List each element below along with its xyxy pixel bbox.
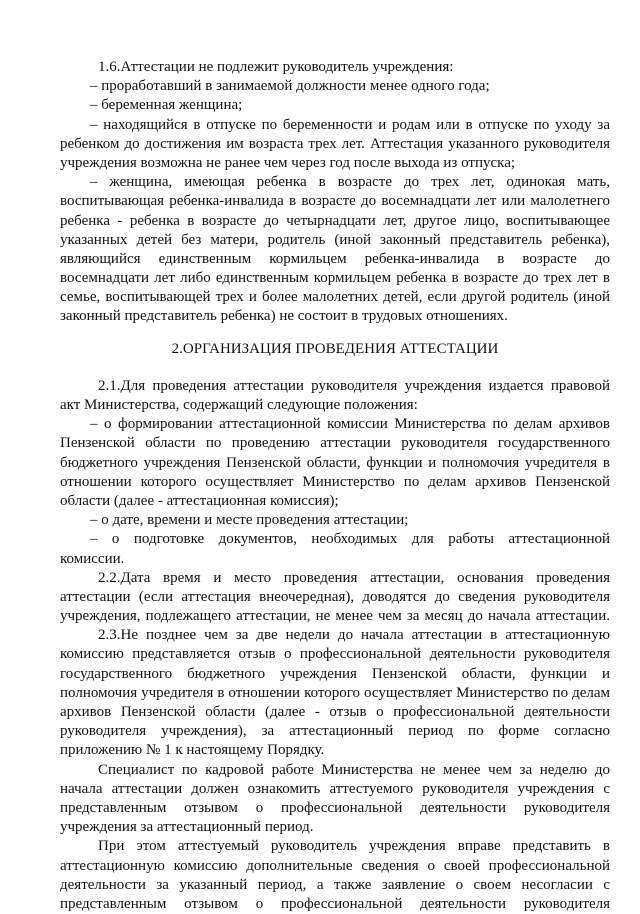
text-line: аттестации (если аттестация внеочередная), доводятся до сведения руководителя	[60, 588, 610, 605]
text-line: При этом аттестуемый руководитель учреждения вправе представить в	[98, 838, 610, 855]
text-line: восемнадцати лет либо единственным кормильцем ребенка в возрасте до трех лет в	[60, 270, 610, 287]
text-line: области (далее - аттестационная комиссия);	[60, 492, 339, 509]
text-line: 2.2.Дата время и место проведения аттестации, основания проведения	[98, 569, 610, 586]
text-line: учреждения за аттестационный период.	[60, 819, 314, 836]
text-line: указанных детей без матери, родитель (иной законный представитель ребенка),	[60, 231, 610, 248]
text-line: – о формировании аттестационной комиссии Министерства по делам архивов	[90, 416, 610, 433]
text-line: Пензенской области по проведению аттестации руководителя государственного	[60, 435, 610, 452]
text-line: деятельности за указанный период, а также заявление о своем несогласии с	[60, 876, 610, 893]
text-line: комиссии.	[60, 550, 125, 567]
text-line: руководителя учреждения), за аттестационный период по форме согласно	[60, 723, 610, 740]
text-line: являющийся единственным кормильцем ребенка-инвалида в возрасте до	[60, 250, 610, 267]
text-line: – о дате, времени и месте проведения аттестации;	[90, 512, 409, 529]
section-2-body	[60, 377, 610, 914]
text-line: бюджетного учреждения Пензенской области, функции и полномочия учредителя в	[60, 454, 610, 471]
text-line: – женщина, имеющая ребенка в возрасте до трех лет, одинокая мать,	[90, 174, 610, 191]
text-line: учреждения возможна не ранее чем через год после выхода из отпуска;	[60, 154, 516, 171]
text-line: приложению № 1 к настоящему Порядку.	[60, 742, 325, 759]
text-line: отношении которого осуществляет Министерство по делам архивов Пензенской	[60, 473, 610, 490]
text-line: законный представитель ребенка) не состоит в трудовых отношениях.	[60, 308, 508, 325]
text-line: 1.6.Аттестации не подлежит руководитель учреждения:	[98, 59, 454, 75]
text-line: аттестационную комиссию дополнительные сведения о своей профессиональной	[60, 857, 610, 874]
text-line: 2.1.Для проведения аттестации руководителя учреждения издается правовой	[98, 377, 610, 394]
text-line: полномочия учредителя в отношении которого осуществляет Министерство по делам	[60, 684, 610, 701]
text-line: архивов Пензенской области (далее - отзыв о профессиональной деятельности	[60, 704, 610, 720]
text-line: комиссию представляется отзыв о профессиональной деятельности руководителя	[60, 646, 610, 663]
text-line: – проработавший в занимаемой должности менее одного года;	[90, 78, 490, 95]
text-line: начала аттестации должен ознакомить аттестуемого руководителя учреждения с	[60, 780, 610, 797]
text-line: 2.3.Не позднее чем за две недели до начала аттестации в аттестационную	[98, 627, 610, 644]
text-line: представленным отзывом о профессиональной деятельности руководителя	[60, 895, 610, 912]
section-heading-2: 2.ОРГАНИЗАЦИЯ ПРОВЕДЕНИЯ АТТЕСТАЦИИ	[171, 340, 499, 357]
text-line: представленным отзывом о профессиональной деятельности руководителя	[60, 799, 610, 816]
text-line: – о подготовке документов, необходимых для работы аттестационной	[90, 531, 610, 548]
text-line: – находящийся в отпуске по беременности и родам или в отпуске по уходу за	[90, 116, 610, 133]
text-line: акт Министерства, содержащий следующие положения:	[60, 397, 418, 413]
text-line: учреждения, подлежащего аттестации, не менее чем за месяц до начала аттестации.	[60, 608, 610, 625]
text-line: ребенка - ребенка в возрасте до четырнадцати лет, другое лицо, воспитывающее	[60, 212, 610, 229]
text-line: государственного бюджетного учреждения Пензенской области, функции и	[60, 665, 610, 682]
text-line: Специалист по кадровой работе Министерства не менее чем за неделю до	[98, 761, 610, 778]
text-line: семье, воспитывающей трех и более малолетних детей, если другой родитель (иной	[60, 289, 610, 306]
text-line: воспитывающая ребенка-инвалида в возрасте до восемнадцати лет или малолетнего	[60, 193, 610, 210]
section-1-6	[60, 58, 610, 327]
text-line: ребенком до достижения им возраста трех лет. Аттестация указанного руководителя	[60, 135, 610, 152]
text-line: – беременная женщина;	[90, 97, 243, 114]
